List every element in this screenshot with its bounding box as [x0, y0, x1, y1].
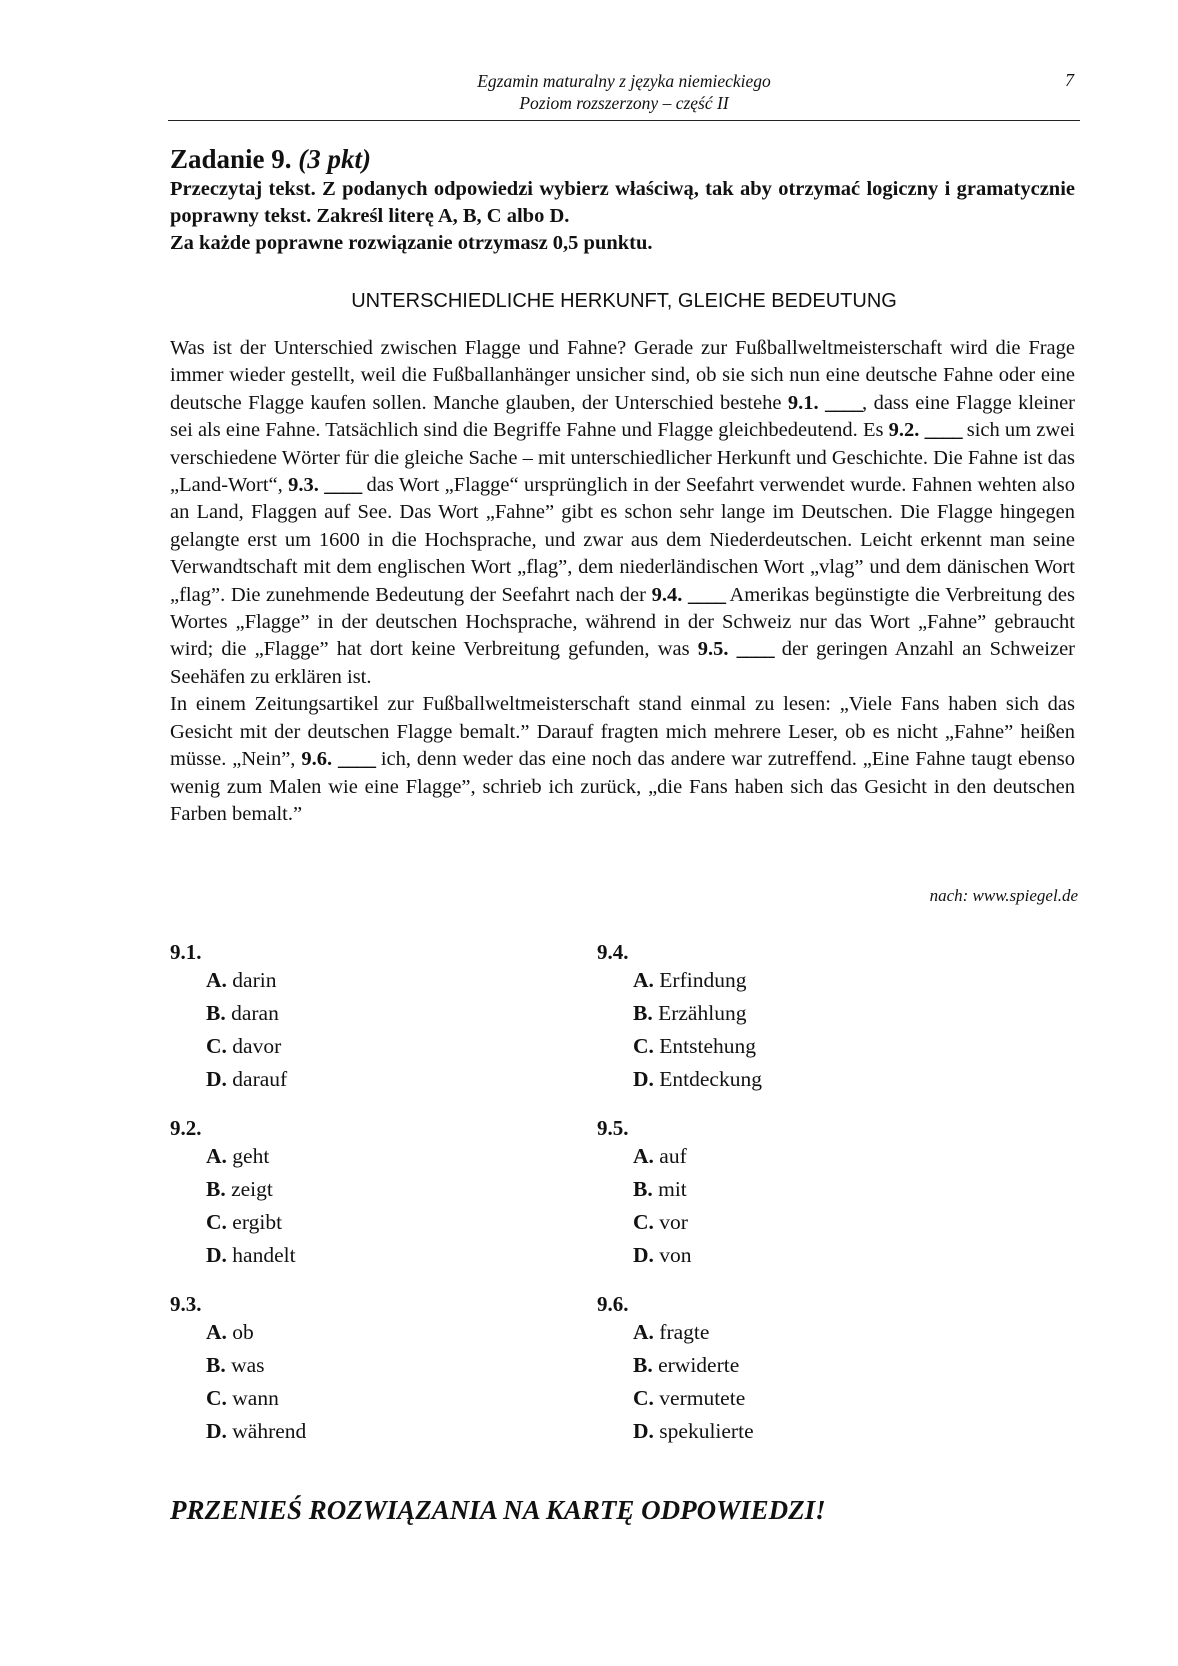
- option-letter: C.: [206, 1210, 227, 1234]
- option-b[interactable]: [206, 1349, 550, 1382]
- question-number: 9.6.: [597, 1292, 629, 1316]
- option-b[interactable]: [633, 997, 977, 1030]
- option-text: Entdeckung: [659, 1067, 762, 1091]
- instruction-text: Przeczytaj tekst. Z podanych odpowiedzi wybierz właściwą, tak aby otrzymać logiczny i gramatycznie poprawny tekst. Zakreśl literę A, B, C albo D.: [170, 178, 1075, 227]
- option-text: auf: [659, 1144, 687, 1168]
- task-title: [170, 144, 371, 175]
- option-d[interactable]: [206, 1063, 550, 1096]
- option-letter: D.: [206, 1243, 227, 1267]
- option-text: geht: [232, 1144, 270, 1168]
- option-text: von: [659, 1243, 692, 1267]
- option-d[interactable]: [633, 1415, 977, 1448]
- option-letter: D.: [206, 1067, 227, 1091]
- passage-segment: sich um zwei verschiedene Wörter für die gleiche Sache – mit unterschiedlicher Herkunft und Geschichte. Die Fahne ist das „Land-Wort“,: [170, 419, 1076, 497]
- option-text: zeigt: [231, 1177, 273, 1201]
- option-letter: B.: [633, 1001, 653, 1025]
- gap-blank-9-5: ____: [736, 638, 774, 661]
- question-9-6: [597, 1292, 977, 1448]
- option-letter: C.: [206, 1386, 227, 1410]
- option-a[interactable]: [206, 1316, 550, 1349]
- option-letter: B.: [633, 1353, 653, 1377]
- option-letter: C.: [206, 1034, 227, 1058]
- option-letter: A.: [206, 1144, 227, 1168]
- option-text: vor: [659, 1210, 688, 1234]
- question-9-5: [597, 1116, 977, 1272]
- option-text: während: [232, 1419, 307, 1443]
- option-a[interactable]: [206, 964, 550, 997]
- passage-segment: , dass eine Flagge kleiner sei als eine Fahne. Tatsächlich sind die Begriffe Fahne und Flagge gleichbedeutend. Es: [170, 391, 1075, 442]
- option-text: darin: [232, 968, 277, 992]
- gap-number-9-5: 9.5.: [697, 638, 729, 661]
- option-text: erwiderte: [658, 1353, 740, 1377]
- scoring-text: Za każde poprawne rozwiązanie otrzymasz 0,5 punktu.: [170, 232, 653, 254]
- source-citation: nach: www.spiegel.de: [929, 886, 1078, 905]
- task-points: (3 pkt): [298, 144, 372, 174]
- option-text: darauf: [232, 1067, 288, 1091]
- option-text: Erzählung: [658, 1001, 747, 1025]
- option-text: was: [231, 1353, 265, 1377]
- option-letter: B.: [206, 1177, 226, 1201]
- option-a[interactable]: [633, 1140, 977, 1173]
- option-letter: D.: [633, 1067, 654, 1091]
- reading-passage: [170, 335, 1075, 828]
- option-d[interactable]: [206, 1415, 550, 1448]
- option-b[interactable]: [633, 1173, 977, 1206]
- option-letter: A.: [633, 1320, 654, 1344]
- option-c[interactable]: [206, 1382, 550, 1415]
- option-letter: A.: [206, 1320, 227, 1344]
- option-letter: D.: [633, 1243, 654, 1267]
- option-text: spekulierte: [659, 1419, 754, 1443]
- question-number: 9.5.: [597, 1116, 629, 1140]
- option-text: davor: [232, 1034, 282, 1058]
- option-letter: B.: [633, 1177, 653, 1201]
- gap-number-9-2: 9.2.: [888, 419, 920, 442]
- passage-paragraph-2: [170, 691, 1075, 828]
- option-c[interactable]: [633, 1206, 977, 1239]
- text-title: UNTERSCHIEDLICHE HERKUNFT, GLEICHE BEDEUTUNG: [351, 290, 897, 312]
- option-text: ob: [232, 1320, 254, 1344]
- option-letter: C.: [633, 1386, 654, 1410]
- option-text: mit: [658, 1177, 687, 1201]
- task-number: Zadanie 9.: [170, 144, 292, 174]
- gap-number-9-4: 9.4.: [651, 583, 683, 606]
- option-text: fragte: [659, 1320, 710, 1344]
- option-a[interactable]: [633, 964, 977, 997]
- option-letter: B.: [206, 1001, 226, 1025]
- option-c[interactable]: [206, 1206, 550, 1239]
- passage-segment: ich, denn weder das eine noch das andere war zutreffend. „Eine Fahne taugt ebenso wenig zum Malen wie eine Flagge”, schrieb ich zurück, „die Fans haben sich das Gesicht in den deutschen Farben bemalt.”: [170, 748, 1076, 825]
- option-d[interactable]: [633, 1063, 977, 1096]
- option-c[interactable]: [633, 1382, 977, 1415]
- page-number: 7: [1065, 70, 1074, 90]
- option-text: Erfindung: [659, 968, 747, 992]
- question-9-2: [170, 1116, 550, 1272]
- option-b[interactable]: [206, 1173, 550, 1206]
- task-instructions: [170, 176, 1075, 257]
- option-text: wann: [232, 1386, 279, 1410]
- option-text: ergibt: [232, 1210, 283, 1234]
- passage-segment: In einem Zeitungsartikel zur Fußballweltmeisterschaft stand einmal zu lesen: „Viele Fans haben sich das Gesicht mit der deutschen Flagge bemalt.” Darauf fragten mich mehrere Leser, ob es nicht „Fahne” heißen müsse. „Nein”,: [170, 693, 1075, 771]
- option-d[interactable]: [206, 1239, 550, 1272]
- gap-blank-9-4: ____: [688, 583, 725, 606]
- option-a[interactable]: [633, 1316, 977, 1349]
- option-letter: A.: [206, 968, 227, 992]
- option-letter: A.: [633, 968, 654, 992]
- option-letter: D.: [206, 1419, 227, 1443]
- option-text: handelt: [232, 1243, 296, 1267]
- question-number: 9.4.: [597, 940, 629, 964]
- passage-segment: der geringen Anzahl an Schweizer Seehäfen zu erklären ist.: [170, 638, 1075, 688]
- question-9-3: [170, 1292, 550, 1448]
- transfer-answers-notice: PRZENIEŚ ROZWIĄZANIA NA KARTĘ ODPOWIEDZI!: [170, 1495, 826, 1525]
- question-number: 9.2.: [170, 1116, 202, 1140]
- gap-number-9-1: 9.1.: [787, 391, 819, 414]
- gap-blank-9-1: ____: [825, 391, 863, 414]
- question-number: 9.1.: [170, 940, 202, 964]
- gap-blank-9-6: ____: [337, 748, 375, 771]
- option-b[interactable]: [206, 997, 550, 1030]
- page-header: [168, 70, 1080, 121]
- option-a[interactable]: [206, 1140, 550, 1173]
- passage-paragraph-1: [170, 335, 1075, 691]
- option-letter: B.: [206, 1353, 226, 1377]
- passage-segment: Was ist der Unterschied zwischen Flagge und Fahne? Gerade zur Fußballweltmeisterschaft wird die Frage immer wieder gestellt, weil die Fußballanhänger unsicher sind, ob sie sich nun eine deutsche Fahne oder eine deutsche Flagge kaufen sollen. Manche glauben, der Unterschied bestehe: [170, 337, 1075, 414]
- option-text: daran: [231, 1001, 279, 1025]
- gap-number-9-3: 9.3.: [288, 474, 319, 497]
- passage-segment: das Wort „Flagge“ ursprünglich in der Seefahrt verwendet wurde. Fahnen wehten also an Land, Flaggen auf See. Das Wort „Fahne” gibt es schon sehr lange im Deutschen. Die Flagge hingegen gelangte erst um 1600 in die Hochsprache, und zwar aus dem Niederdeutschen. Leicht erkennt man seine Verwandtschaft mit dem englischen Wort „flag”, dem niederländischen Wort „vlag” und dem dänischen Wort „flag”. Die zunehmende Bedeutung der Seefahrt nach der: [170, 474, 1076, 606]
- passage-segment: Amerikas begünstigte die Verbreitung des Wortes „Flagge” in der deutschen Hochsprache, während in der Schweiz nur das Wort „Fahne” gebraucht wird; die „Flagge” hat dort keine Verbreitung gefunden, was: [170, 583, 1076, 661]
- option-text: Entstehung: [659, 1034, 757, 1058]
- option-c[interactable]: [633, 1030, 977, 1063]
- option-text: vermutete: [659, 1386, 746, 1410]
- option-letter: D.: [633, 1419, 654, 1443]
- option-letter: A.: [633, 1144, 654, 1168]
- question-9-1: [170, 940, 550, 1096]
- option-letter: C.: [633, 1034, 654, 1058]
- option-d[interactable]: [633, 1239, 977, 1272]
- gap-blank-9-2: ____: [924, 419, 962, 442]
- gap-number-9-6: 9.6.: [301, 748, 333, 771]
- header-level: Poziom rozszerzony – część II: [519, 93, 729, 113]
- question-9-4: [597, 940, 977, 1096]
- question-number: 9.3.: [170, 1292, 202, 1316]
- option-b[interactable]: [633, 1349, 977, 1382]
- option-letter: C.: [633, 1210, 654, 1234]
- option-c[interactable]: [206, 1030, 550, 1063]
- header-exam-name: Egzamin maturalny z języka niemieckiego: [477, 71, 771, 91]
- gap-blank-9-3: ____: [324, 474, 362, 497]
